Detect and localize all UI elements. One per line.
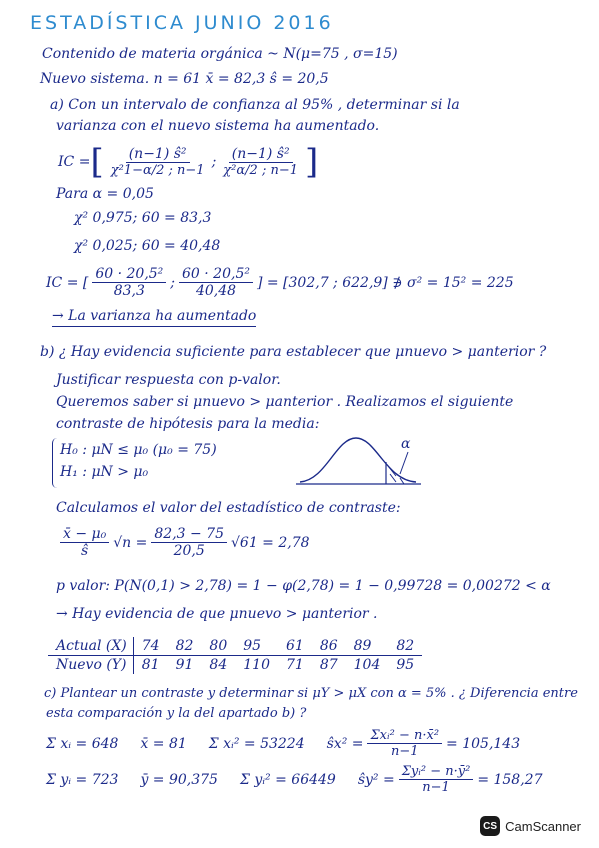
paired-data-table [48,637,422,674]
ci-computed-upper: $\frac{\text{60 · 20,5²}}{40,48}$ [179,266,253,299]
ci-computed-lower: $\frac{\text{60 · 20,5²}}{83,3}$ [92,266,166,299]
part-a-question-cont: varianza con el nuevo sistema ha aumentado. [56,118,380,134]
part-a-question: a) Con un intervalo de confianza al 95% , determinar si la [50,97,460,113]
null-hypothesis: H₀ : μN ≤ μ₀ (μ₀ = 75) [60,442,217,458]
y-summary-row: Σ yᵢ = 723 ȳ = 90,375 Σ yᵢ² = 66449 ŝy² = $\frac{\text{Σyᵢ² − n·ȳ²}}{n-1}$ = 158,27 [46,764,543,795]
table-row: Nuevo (Y) 81 91 84 110 71 87 104 95 [48,656,422,675]
ci-computed: IC = [ $\frac{\text{60 · 20,5²}}{83,3}$ ; $\frac{\text{60 · 20,5²}}{40,48}$ ] = [302,7 ; 622,9] ∌ σ² = 15² = 225 [46,266,514,299]
camscanner-watermark [480,816,581,836]
part-b-intro-cont: contraste de hipótesis para la media: [56,416,320,432]
ci-result: ] = [302,7 ; 622,9] ∌ σ² = 15² = 225 [256,274,514,291]
conclusion-b: → Hay evidencia de que μnuevo > μanterior . [56,606,378,622]
new-system-data: Nuevo sistema. n = 61 x̄ = 82,3 ŝ = 20,5 [40,71,329,87]
test-statistic: $\frac{\text{x̄ − μ₀}}{ŝ}$ √n = $\frac{82,3 - 75}{20,5}$ √61 = 2,78 [56,526,310,559]
chi-square-lower: χ² 0,025; 60 = 40,48 [74,238,221,254]
alt-hypothesis: H₁ : μN > μ₀ [60,464,149,480]
ci-formula: IC = [ $\frac{\text{(n−1) ŝ²}}{\text{χ²1−α/2 ; n−1}}$ ; $\frac{\text{(n−1) ŝ²}}{\text{χ²α/2 ; n−1}}$ ] [58,142,319,182]
p-value: p valor: P(N(0,1) > 2,78) = 1 − φ(2,78) = 1 − 0,99728 = 0,00272 < α [56,578,551,594]
page-title: ESTADÍSTICA JUNIO 2016 [30,12,334,34]
ci-label: IC = [58,154,91,170]
part-b-question: b) ¿ Hay evidencia suficiente para establecer que μnuevo > μanterior ? [40,344,547,360]
camscanner-logo-icon: CS [480,816,500,836]
conclusion-a: → La varianza ha aumentado [52,308,256,324]
test-statistic-intro: Calculamos el valor del estadístico de contraste: [56,500,401,516]
alpha-value: Para α = 0,05 [56,186,154,202]
hypothesis-brace [52,438,57,488]
alpha-label: α [401,436,411,452]
part-b-intro: Queremos saber si μnuevo > μanterior . Realizamos el siguiente [56,394,514,410]
part-c-question-cont: esta comparación y la del apartado b) ? [46,706,307,721]
chi-square-upper: χ² 0,975; 60 = 83,3 [74,210,212,226]
part-c-question: c) Plantear un contraste y determinar si μY > μX con α = 5% . ¿ Diferencia entre [44,686,578,701]
table-row: Actual (X) 74 82 80 95 61 86 89 82 [48,637,422,656]
x-summary-row: Σ xᵢ = 648 x̄ = 81 Σ xᵢ² = 53224 ŝx² = $\frac{\text{Σxᵢ² − n·x̄²}}{n-1}$ = 105,143 [46,728,521,759]
camscanner-brand: CamScanner [505,818,581,834]
ci-fraction-lower: $\frac{\text{(n−1) ŝ²}}{\text{χ²1−α/2 ; n−1}}$ [110,146,205,178]
ci-fraction-upper: $\frac{\text{(n−1) ŝ²}}{\text{χ²α/2 ; n−1}}$ [223,146,298,178]
problem-statement: Contenido de materia orgánica ~ N(μ=75 , σ=15) [42,46,398,62]
part-b-instruction: Justificar respuesta con p-valor. [56,372,281,388]
